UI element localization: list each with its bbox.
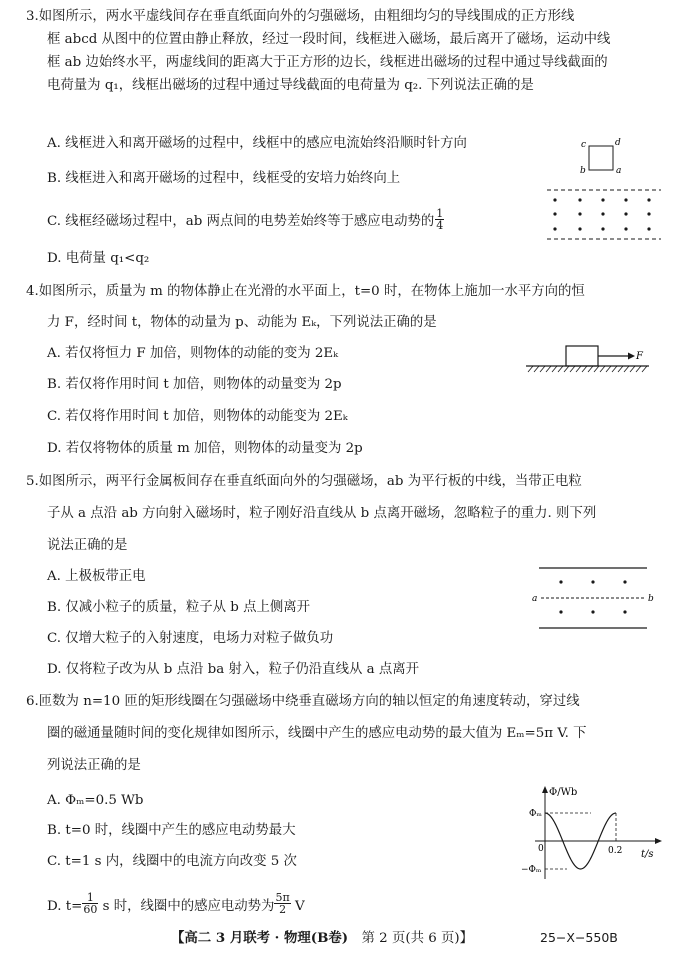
q5-field-dot xyxy=(559,610,562,613)
q6-y-axis-label: Φ/Wb xyxy=(549,787,578,798)
q3-field-dot xyxy=(647,227,650,230)
q4-option-c: C. 若仅将作用时间 t 加倍，则物体的动能变为 2Eₖ xyxy=(47,409,348,424)
q4-figure xyxy=(524,341,654,381)
q4-ground-hatch xyxy=(528,366,647,372)
q3-line-3: 框 ab 边始终水平，两虚线间的距离大于正方形的边长，线框进出磁场的过程中通过导线截面的 xyxy=(47,55,608,70)
q3-label-c: c xyxy=(581,140,587,150)
q3-field-dot xyxy=(601,227,604,230)
q6-neg-phim-label: −Φₘ xyxy=(521,865,542,875)
q5-field-dot xyxy=(623,580,626,583)
q3-field-dot xyxy=(624,227,627,230)
q4-hatch-mark xyxy=(546,366,551,372)
q5-line-3: 说法正确的是 xyxy=(47,538,128,553)
q5-field-dot xyxy=(623,610,626,613)
q5-field-dot xyxy=(591,610,594,613)
q4-hatch-mark xyxy=(564,366,569,372)
q4-hatch-mark xyxy=(534,366,539,372)
q4-line-1: 4.如图所示，质量为 m 的物体静止在光滑的水平面上，t=0 时，在物体上施加一水平方向的恒 xyxy=(26,284,585,299)
q3-line-4: 电荷量为 q₁，线框出磁场的过程中通过导线截面的电荷量为 q₂. 下列说法正确的是 xyxy=(47,78,534,93)
q6-option-d-suffix: V xyxy=(290,899,305,914)
footer-exam-name: 【高二 3 月联考 · 物理(B卷) xyxy=(171,930,349,946)
q4-option-d: D. 若仅将物体的质量 m 加倍，则物体的动量变为 2p xyxy=(47,441,363,456)
q6-fraction-1 xyxy=(82,892,98,915)
footer-page-number: 第 2 页(共 6 页)】 xyxy=(361,931,473,946)
q3-option-c-text: C. 线框经磁场过程中，ab 两点间的电势差始终等于感应电动势的 xyxy=(47,214,435,229)
q3-field-dot xyxy=(647,212,650,215)
q4-hatch-mark xyxy=(636,366,641,372)
q6-phim-label: Φₘ xyxy=(529,809,542,819)
q3-line-2: 框 abcd 从图中的位置由静止释放，经过一段时间，线框进入磁场，最后离开了磁场，运动中线 xyxy=(47,32,611,47)
q4-option-b: B. 若仅将作用时间 t 加倍，则物体的动量变为 2p xyxy=(47,377,342,392)
q3-field-dot xyxy=(553,212,556,215)
q3-option-d: D. 电荷量 q₁<q₂ xyxy=(47,251,150,266)
q6-fraction-1-num: 1 xyxy=(82,892,98,904)
q5-line-1: 5.如图所示，两平行金属板间存在垂直纸面向外的匀强磁场，ab 为平行板的中线，当带正电粒 xyxy=(26,474,582,489)
q3-option-c xyxy=(47,207,444,233)
q3-line-1: 3.如图所示，两水平虚线间存在垂直纸面向外的匀强磁场，由粗细均匀的导线围成的正方形线 xyxy=(26,9,575,24)
q6-line-3: 列说法正确的是 xyxy=(47,758,141,773)
q3-field-dot xyxy=(553,227,556,230)
q4-hatch-mark xyxy=(540,366,545,372)
q6-fraction-2-num: 5π xyxy=(275,891,290,904)
q3-fraction-num: 1 xyxy=(436,207,444,220)
q6-tick-label: 0.2 xyxy=(608,846,623,856)
q4-hatch-mark xyxy=(576,366,581,372)
q4-hatch-mark xyxy=(642,366,647,372)
q3-option-b: B. 线框进入和离开磁场的过程中，线框受的安培力始终向上 xyxy=(47,171,401,186)
q3-field-dot xyxy=(647,198,650,201)
q3-label-b: b xyxy=(580,166,586,176)
q3-field-dot xyxy=(601,198,604,201)
q5-option-d: D. 仅将粒子改为从 b 点沿 ba 射入，粒子仍沿直线从 a 点离开 xyxy=(47,662,420,677)
q6-fraction-2-den: 2 xyxy=(279,903,287,916)
q3-square-frame xyxy=(589,146,613,170)
q4-block xyxy=(566,346,598,366)
q6-line-1: 6.匝数为 n=10 匝的矩形线圈在匀强磁场中绕垂直磁场方向的轴以恒定的角速度转动，穿过线 xyxy=(26,694,580,709)
q6-figure xyxy=(521,783,671,883)
q5-label-a: a xyxy=(532,594,538,604)
q4-hatch-mark xyxy=(528,366,533,372)
q3-fraction xyxy=(435,208,444,231)
q3-figure-svg xyxy=(545,134,665,244)
q5-label-b: b xyxy=(648,594,654,604)
footer-code: 25−X−550B xyxy=(540,930,618,945)
q4-hatch-mark xyxy=(606,366,611,372)
q6-x-axis-label: t/s xyxy=(641,849,654,860)
q6-option-a: A. Φₘ=0.5 Wb xyxy=(47,793,144,808)
q3-fraction-den: 4 xyxy=(436,219,444,232)
q6-x-arrowhead xyxy=(655,838,662,844)
q3-field-dot xyxy=(553,198,556,201)
q4-hatch-mark xyxy=(570,366,575,372)
q4-hatch-mark xyxy=(594,366,599,372)
q5-option-c: C. 仅增大粒子的入射速度，电场力对粒子做负功 xyxy=(47,631,334,646)
q6-fraction-1-den: 60 xyxy=(83,903,98,916)
q6-fraction-2 xyxy=(274,892,290,915)
q3-label-d: d xyxy=(615,138,621,148)
q3-figure xyxy=(545,134,665,244)
q4-hatch-mark xyxy=(588,366,593,372)
q5-option-b: B. 仅减小粒子的质量，粒子从 b 点上侧离开 xyxy=(47,600,311,615)
q6-option-b: B. t=0 时，线圈中产生的感应电动势最大 xyxy=(47,823,296,838)
q3-field-dot xyxy=(578,212,581,215)
q4-label-f: F xyxy=(636,351,643,362)
q6-graph-svg xyxy=(521,783,671,883)
q6-line-2: 圈的磁通量随时间的变化规律如图所示，线圈中产生的感应电动势的最大值为 Eₘ=5π V. 下 xyxy=(47,726,587,741)
q6-option-d xyxy=(47,891,305,918)
q5-figure xyxy=(531,562,661,634)
q6-option-d-middle: s 时，线圈中的感应电动势为 xyxy=(98,899,275,914)
q6-origin-label: 0 xyxy=(538,844,544,854)
q4-hatch-mark xyxy=(612,366,617,372)
q5-field-dot xyxy=(591,580,594,583)
q3-field-dot xyxy=(578,198,581,201)
q4-hatch-mark xyxy=(558,366,563,372)
q5-field-dot xyxy=(559,580,562,583)
q4-hatch-mark xyxy=(630,366,635,372)
q5-option-a: A. 上极板带正电 xyxy=(47,569,146,584)
q5-figure-svg xyxy=(531,562,661,634)
q3-label-a: a xyxy=(616,166,622,176)
q4-line-2: 力 F，经时间 t，物体的动量为 p、动能为 Eₖ，下列说法正确的是 xyxy=(47,315,437,330)
q5-field-dots xyxy=(559,580,626,613)
q4-hatch-mark xyxy=(624,366,629,372)
q3-field-dot xyxy=(578,227,581,230)
q3-field-dot xyxy=(624,198,627,201)
q4-hatch-mark xyxy=(600,366,605,372)
q6-option-d-prefix: D. t= xyxy=(47,899,83,914)
q3-field-dot xyxy=(624,212,627,215)
q6-option-c: C. t=1 s 内，线圈中的电流方向改变 5 次 xyxy=(47,854,297,869)
q3-field-dots xyxy=(553,198,650,230)
q3-option-a: A. 线框进入和离开磁场的过程中，线框中的感应电流始终沿顺时针方向 xyxy=(47,136,467,151)
q4-hatch-mark xyxy=(552,366,557,372)
q4-hatch-mark xyxy=(618,366,623,372)
q4-figure-svg xyxy=(524,341,654,381)
q4-force-arrowhead xyxy=(628,353,635,360)
q6-y-arrowhead xyxy=(542,786,548,793)
q3-field-dot xyxy=(601,212,604,215)
q5-line-2: 子从 a 点沿 ab 方向射入磁场时，粒子刚好沿直线从 b 点离开磁场，忽略粒子的重力. 则下列 xyxy=(47,506,597,521)
footer-title xyxy=(171,929,473,948)
q4-hatch-mark xyxy=(582,366,587,372)
q4-option-a: A. 若仅将恒力 F 加倍，则物体的动能的变为 2Eₖ xyxy=(47,346,339,361)
